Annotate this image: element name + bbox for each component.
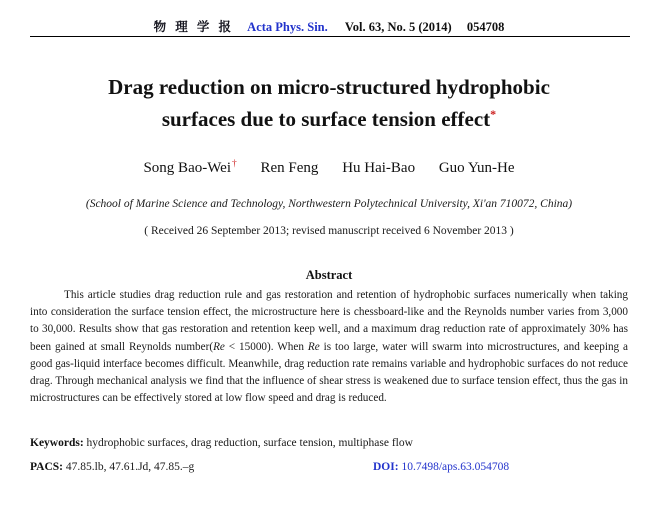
abstract-heading: Abstract bbox=[305, 268, 353, 282]
doi-label: DOI: bbox=[373, 461, 399, 473]
keywords-text: hydrophobic surfaces, drag reduction, surface tension, multiphase flow bbox=[86, 437, 413, 449]
journal-header bbox=[0, 17, 658, 35]
journal-name-english: Acta Phys. Sin. bbox=[247, 20, 328, 34]
received-dates: ( Received 26 September 2013; revised manuscript received 6 November 2013 ) bbox=[144, 225, 514, 237]
authors-line bbox=[0, 160, 658, 177]
pacs-text: 47.85.lb, 47.61.Jd, 47.85.–g bbox=[65, 461, 195, 473]
volume-issue-year: Vol. 63, No. 5 (2014) bbox=[344, 20, 452, 34]
header-divider bbox=[30, 36, 630, 37]
affiliation: (School of Marine Science and Technology, Northwestern Polytechnical University, Xi'an 710072, China) bbox=[85, 198, 573, 210]
author-name: Guo Yun-He bbox=[438, 160, 515, 176]
abstract-text: This article studies drag reduction rule and gas restoration and retention of hydrophobic surfaces numerically when taking into consideration the surface tension effect, the microstructure here is chessboard-like and the Reynolds number varies from 3,000 to 30,000. Results show that gas restoration and retention keep well, and a maximum drag reduction rate of approximately 30% has been gained at small Reynolds number(Re < 15000). When Re is too large, water will swarm into microstructures, and keeping a good gas-liquid interface becomes difficult. Meanwhile, drag reduction rate remains variable and hydrophobic surfaces do not reduce drag. Through mechanical analysis we find that the influence of shear stress is weakened due to surface tension effect, thus the gas in microstructures can be effectively stored at low flow speed and drag is reduced. bbox=[30, 289, 629, 405]
pacs-doi-line bbox=[30, 461, 628, 473]
doi-group bbox=[373, 461, 509, 473]
author-name: Ren Feng bbox=[260, 160, 319, 176]
keywords-label: Keywords: bbox=[30, 437, 84, 449]
page-title bbox=[20, 71, 638, 135]
title-line-2: surfaces due to surface tension effect bbox=[161, 107, 491, 131]
journal-name-chinese: 物 理 学 报 bbox=[153, 20, 235, 34]
pacs-label: PACS: bbox=[30, 461, 64, 473]
author-name: Hu Hai-Bao bbox=[342, 160, 416, 176]
doi-link[interactable]: 10.7498/aps.63.054708 bbox=[401, 461, 510, 473]
title-line-1: Drag reduction on micro-structured hydrophobic bbox=[108, 75, 550, 99]
author-name bbox=[143, 160, 236, 176]
title-footnote-marker: * bbox=[490, 107, 497, 121]
corresponding-author-marker: † bbox=[232, 159, 237, 169]
keywords-line bbox=[30, 437, 628, 449]
article-number: 054708 bbox=[466, 20, 505, 34]
author-name-text: Song Bao-Wei bbox=[143, 160, 232, 176]
